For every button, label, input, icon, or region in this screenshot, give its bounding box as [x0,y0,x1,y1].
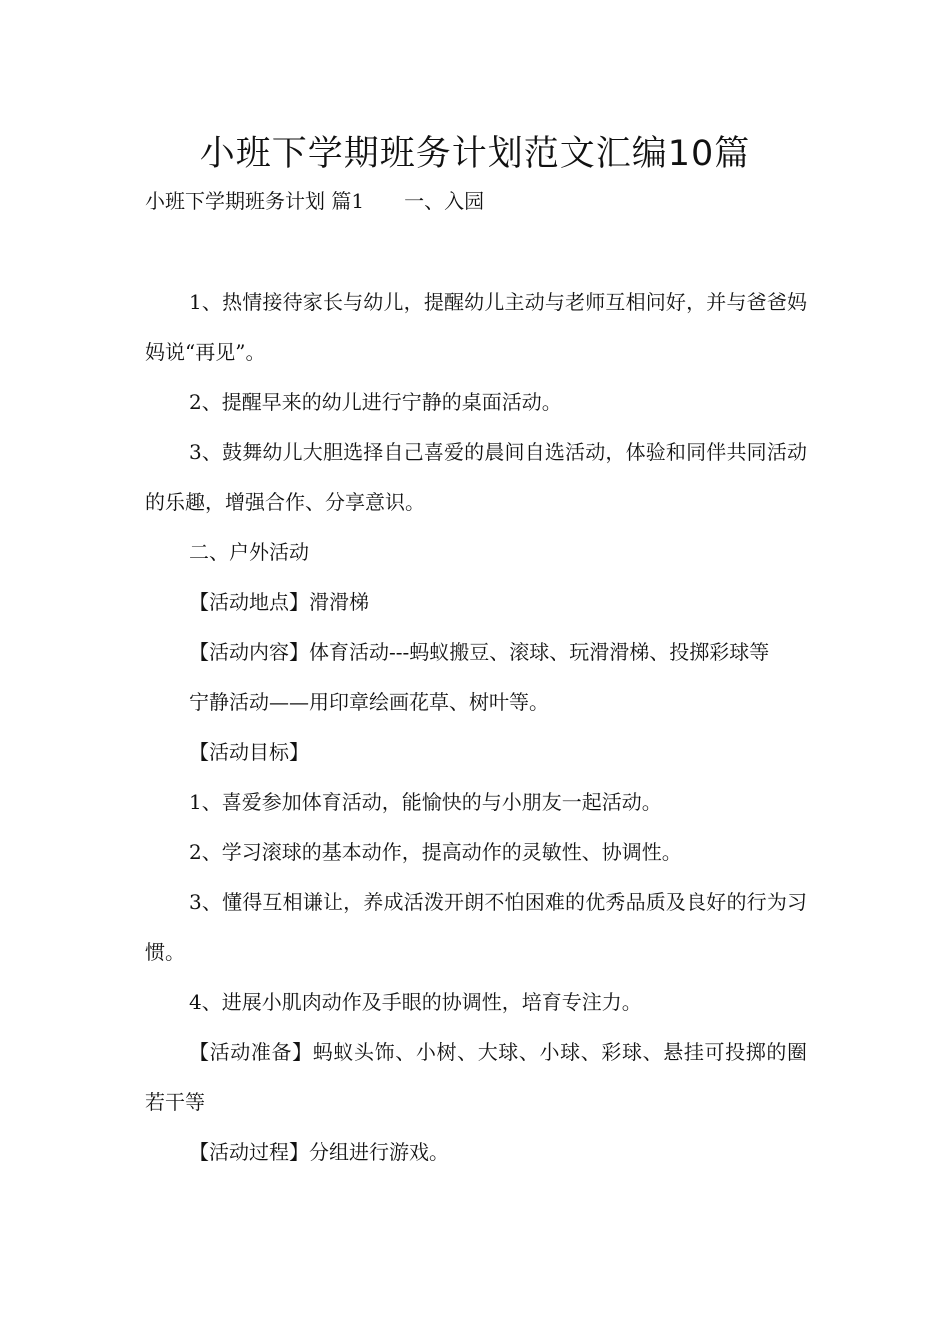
paragraph: 【活动内容】体育活动---蚂蚁搬豆、滚球、玩滑滑梯、投掷彩球等 [189,640,770,664]
document-title: 小班下学期班务计划范文汇编10篇 [199,134,751,174]
paragraph: 4、进展小肌肉动作及手眼的协调性，培育专注力。 [189,990,642,1014]
paragraph: 2、提醒早来的幼儿进行宁静的桌面活动。 [189,390,562,414]
paragraph: 宁静活动——用印章绘画花草、树叶等。 [189,690,549,714]
paragraph: 【活动目标】 [189,740,309,764]
paragraph: 3、鼓舞幼儿大胆选择自己喜爱的晨间自选活动，体验和同伴共同活动的乐趣，增强合作、分享意识。 [145,440,807,514]
document-body [145,277,807,1177]
section-heading: 二、户外活动 [189,540,309,564]
paragraph: 【活动地点】滑滑梯 [189,590,369,614]
paragraph: 1、喜爱参加体育活动，能愉快的与小朋友一起活动。 [189,790,662,814]
paragraph: 1、热情接待家长与幼儿，提醒幼儿主动与老师互相问好，并与爸爸妈妈说“再见”。 [145,290,807,364]
paragraph: 2、学习滚球的基本动作，提高动作的灵敏性、协调性。 [189,840,682,864]
document-subtitle: 小班下学期班务计划 篇1 一、入园 [145,189,485,213]
paragraph: 【活动过程】分组进行游戏。 [189,1140,449,1164]
paragraph: 3、懂得互相谦让，养成活泼开朗不怕困难的优秀品质及良好的行为习惯。 [145,890,807,964]
paragraph: 【活动准备】蚂蚁头饰、小树、大球、小球、彩球、悬挂可投掷的圈若干等 [145,1040,807,1114]
